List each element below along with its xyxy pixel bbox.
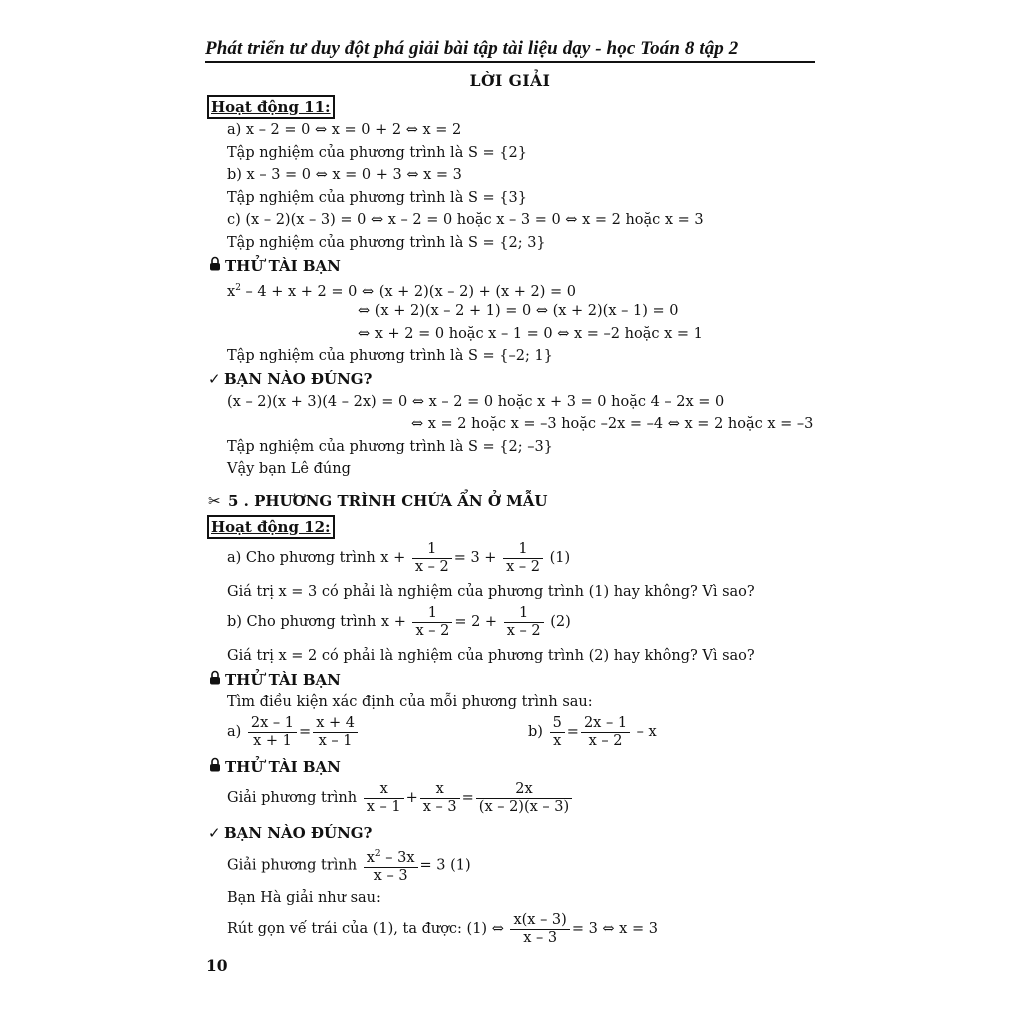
who2-equation: Giải phương trình $\frac{x^2 - 3x}{x - 3}$ = 3 (1)	[227, 846, 471, 885]
who1-line-1: (x – 2)(x + 3)(4 – 2x) = 0 ⇔ x – 2 = 0 hoặc x + 3 = 0 hoặc 4 – 2x = 0	[227, 394, 725, 410]
fraction: $\frac{x(x - 3)}{x - 3}$	[510, 912, 569, 947]
header-rule	[205, 61, 815, 63]
try-yourself-heading-2: THỬ TÀI BẠN	[209, 670, 341, 689]
page-title: LỜI GIẢI	[469, 71, 551, 90]
section-5-heading: ✂ 5 . PHƯƠNG TRÌNH CHỨA ẨN Ở MẪU	[208, 492, 548, 510]
try1-line-2: ⇔ (x + 2)(x – 2 + 1) = 0 ⇔ (x + 2)(x – 1) = 0	[358, 303, 679, 319]
who1-line-2: ⇔ x = 2 hoặc x = –3 hoặc –2x = –4 ⇔ x = 2 hoặc x = –3	[411, 416, 814, 432]
fraction: $\frac{1}{x - 2}$	[503, 541, 543, 576]
try2-equation-a: a) $\frac{2x - 1}{x + 1}$ = $\frac{x + 4}{x - 1}$	[227, 714, 360, 750]
act11-line-5: c) (x – 2)(x – 3) = 0 ⇔ x – 2 = 0 hoặc x – 3 = 0 ⇔ x = 2 hoặc x = 3	[227, 212, 704, 228]
who2-line-3: Rút gọn vế trái của (1), ta được: (1) ⇔ $\frac{x(x - 3)}{x - 3}$ = 3 ⇔ x = 3	[227, 911, 658, 946]
fraction: $\frac{x + 4}{x - 1}$	[313, 715, 358, 750]
act12-question-a: Giá trị x = 3 có phải là nghiệm của phương trình (1) hay không? Vì sao?	[227, 584, 755, 600]
act12-question-b: Giá trị x = 2 có phải là nghiệm của phương trình (2) hay không? Vì sao?	[227, 648, 755, 664]
fraction: $\frac{x}{x - 3}$	[420, 781, 460, 816]
try1-line-1: $x^2 - 4 + x + 2 = 0$ ⇔ (x + 2)(x – 2) + (x + 2) = 0	[227, 283, 577, 300]
act11-line-4: Tập nghiệm của phương trình là S = {3}	[227, 190, 527, 206]
fraction: $\frac{x}{x - 1}$	[364, 781, 404, 816]
act11-line-6: Tập nghiệm của phương trình là S = {2; 3}	[227, 235, 546, 251]
lock-icon	[209, 757, 223, 776]
try3-equation: Giải phương trình $\frac{x}{x - 1}$ + $\frac{x}{x - 3}$ = $\frac{2x}{(x - 2)(x - 3)}$	[227, 780, 574, 816]
fraction: $\frac{5}{x}$	[550, 715, 565, 750]
fraction: $\frac{2x}{(x - 2)(x - 3)}$	[476, 781, 572, 816]
scissors-icon: ✂	[208, 492, 221, 510]
fraction: $\frac{2x - 1}{x - 2}$	[581, 715, 630, 750]
activity-12-heading: Hoạt động 12:	[207, 515, 335, 539]
checkmark-icon: ✓	[208, 824, 221, 842]
who2-line-2: Bạn Hà giải như sau:	[227, 890, 381, 906]
act11-line-2: Tập nghiệm của phương trình là S = {2}	[227, 145, 527, 161]
try-yourself-heading-3: THỬ TÀI BẠN	[209, 757, 341, 776]
who1-line-3: Tập nghiệm của phương trình là S = {2; –3}	[227, 439, 553, 455]
try-yourself-heading-1: THỬ TÀI BẠN	[209, 256, 341, 275]
fraction: $\frac{1}{x - 2}$	[504, 605, 544, 640]
fraction: $\frac{1}{x - 2}$	[412, 605, 452, 640]
checkmark-icon: ✓	[208, 370, 221, 388]
fraction: $\frac{1}{x - 2}$	[412, 541, 452, 576]
lock-icon	[209, 670, 223, 689]
who-is-right-heading-1: ✓ BẠN NÀO ĐÚNG?	[208, 370, 373, 388]
act11-line-3: b) x – 3 = 0 ⇔ x = 0 + 3 ⇔ x = 3	[227, 167, 462, 183]
fraction: $\frac{x^2 - 3x}{x - 3}$	[364, 846, 418, 885]
try2-equation-b: b) $\frac{5}{x}$ = $\frac{2x - 1}{x - 2}$ – x	[528, 714, 657, 749]
fraction: $\frac{2x - 1}{x + 1}$	[248, 715, 297, 750]
lock-icon	[209, 256, 223, 275]
activity-11-heading: Hoạt động 11:	[207, 95, 335, 119]
act12-equation-b: b) Cho phương trình x + $\frac{1}{x - 2}$ = 2 + $\frac{1}{x - 2}$ (2)	[227, 604, 571, 639]
running-header: Phát triển tư duy đột phá giải bài tập tài liệu dạy - học Toán 8 tập 2	[205, 38, 739, 59]
who-is-right-heading-2: ✓ BẠN NÀO ĐÚNG?	[208, 824, 373, 842]
who1-line-4: Vậy bạn Lê đúng	[227, 461, 351, 477]
try1-line-4: Tập nghiệm của phương trình là S = {–2; 1}	[227, 348, 553, 364]
try2-intro: Tìm điều kiện xác định của mỗi phương trình sau:	[227, 694, 593, 710]
act11-line-1: a) x – 2 = 0 ⇔ x = 0 + 2 ⇔ x = 2	[227, 122, 462, 138]
act12-equation-a: a) Cho phương trình x + $\frac{1}{x - 2}$ = 3 + $\frac{1}{x - 2}$ (1)	[227, 540, 571, 575]
try1-line-3: ⇔ x + 2 = 0 hoặc x – 1 = 0 ⇔ x = –2 hoặc x = 1	[358, 326, 703, 342]
page-number: 10	[206, 956, 228, 975]
